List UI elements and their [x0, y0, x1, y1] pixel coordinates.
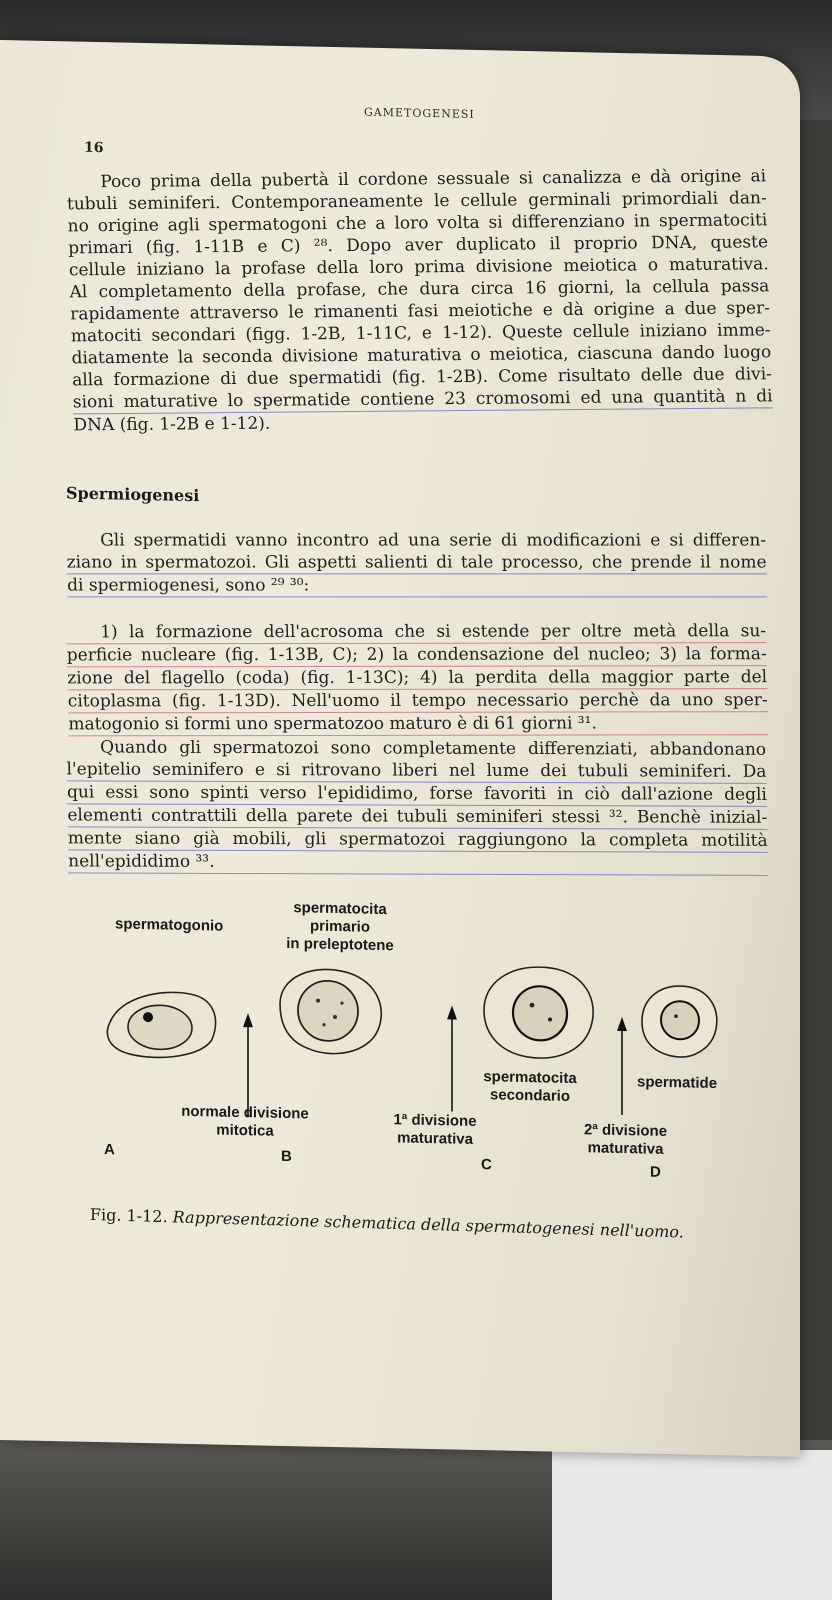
caption-number: Fig. 1-12.: [89, 1204, 168, 1227]
label-B: B: [281, 1147, 292, 1166]
text-line: perficie nucleare (fig. 1-13B, C); 2) la condensazione del nucleo; 3) la forma-: [67, 643, 767, 667]
label-line: spermatocita: [293, 899, 387, 919]
text-line: rapidamente attraverso le rimanenti fasi meiotiche e dà origine a due sper-: [69, 298, 771, 325]
label-spermatocita-secondario: [465, 1068, 595, 1107]
primary-spermatocyte-nucleus-shape: [298, 980, 358, 1041]
text-line: Gli spermatidi vanno incontro ad una serie di modificazioni e si differen-: [100, 530, 767, 551]
text-line: l'epitelio seminifero e si ritrovano liberi nel lume dei tubuli seminiferi. Da: [66, 758, 766, 783]
paragraph-2: [66, 529, 767, 597]
text-line: sioni maturative lo spermatide contiene 23 cromosomi ed una quantità n di: [73, 385, 773, 414]
text-line: citoplasma (fig. 1-13D). Nell'uomo il tempo necessario perchè da uno sper-: [68, 689, 768, 713]
text-line: no origine agli spermatogoni che a loro volta si differenziano in spermatociti: [67, 210, 768, 237]
paragraph-1: [66, 165, 774, 436]
arrow-d-head-shape: [617, 1017, 627, 1031]
spermatogenesis-figure: [80, 892, 780, 1197]
label-spermatide: spermatide: [637, 1073, 718, 1093]
background-paper-right: [552, 1450, 832, 1600]
label-D: D: [650, 1163, 661, 1181]
label-spermatogonio: spermatogonio: [115, 915, 224, 935]
label-prima-divisione: [375, 1111, 495, 1150]
label-line: 2ª divisione: [583, 1121, 668, 1140]
text-line: alla formazione di due spermatidi (fig. 1-2B). Come risultato delle due divi-: [71, 364, 773, 391]
text-line: ziano in spermatozoi. Gli aspetti salienti di tale processo, che prende il nome: [66, 551, 766, 574]
text-line: nell'epididimo ³³.: [68, 850, 768, 875]
label-line: maturativa: [587, 1139, 664, 1158]
text-line: matogonio si formi uno spermatozoo maturo è di 61 giorni ³¹.: [68, 712, 768, 736]
book-page: [0, 40, 800, 1457]
paragraph-4: [66, 736, 768, 875]
label-line: spermatocita: [483, 1068, 577, 1088]
text-line: di spermiogenesi, sono ²⁹ ³⁰:: [67, 574, 767, 597]
label-line: 1ª divisione: [393, 1111, 477, 1130]
label-spermatocita-primario: [270, 899, 410, 956]
label-seconda-divisione: [563, 1121, 688, 1160]
label-line: normale divisione: [181, 1102, 309, 1123]
page-number: 16: [84, 139, 104, 157]
text-line: Quando gli spermatozoi sono completamente differenziati, abbandonano: [100, 737, 767, 760]
text-line: mente siano già mobili, gli spermatozoi raggiungono la completa motilità: [68, 827, 768, 852]
spermatogonium-nucleus-shape: [128, 1005, 192, 1050]
arrow-c-head-shape: [447, 1005, 457, 1019]
label-line: maturativa: [397, 1129, 473, 1148]
secondary-spermatocyte-nucleus-shape: [513, 986, 567, 1041]
text-line: matociti secondari (figg. 1-2B, 1-11C, e 1-12). Queste cellule iniziano imme-: [70, 320, 771, 347]
caption-text: Rappresentazione schematica della spermatogenesi nell'uomo.: [172, 1207, 684, 1242]
spermatid-nucleus-shape: [661, 1001, 699, 1040]
text-line: cellule iniziano la profase della loro prima divisione meiotica o maturativa.: [68, 254, 769, 281]
label-divisione-mitotica: [165, 1102, 325, 1141]
label-A: A: [104, 1141, 115, 1159]
text-line: tubuli seminiferi. Contemporaneamente le cellule germinali primordiali dan-: [66, 188, 767, 215]
text-line: elementi contrattili della parete dei tubuli seminiferi stessi ³². Benchè inizial-: [67, 804, 767, 829]
text-line: qui essi sono spinti verso l'epididimo, forse favoriti in ciò dall'azione degli: [67, 781, 767, 806]
paragraph-3: [66, 620, 768, 736]
text-line: Poco prima della pubertà il cordone sessuale si canalizza e dà origine ai: [100, 166, 767, 193]
text-line: diatamente la seconda divisione maturativa o meiotica, ciascuna dando luogo: [71, 342, 772, 369]
label-line: mitotica: [216, 1121, 274, 1140]
section-heading: Spermiogenesi: [66, 483, 200, 506]
label-C: C: [481, 1156, 492, 1174]
label-line: primario: [309, 917, 370, 936]
label-line: secondario: [489, 1086, 571, 1105]
text-line: Al completamento della profase, che dura circa 16 giorni, la cellula passa: [69, 276, 770, 303]
figure-caption: [90, 1205, 684, 1242]
text-line: zione del flagello (coda) (fig. 1-13C); 4) la perdita della maggior parte del: [67, 666, 767, 690]
text-line: 1) la formazione dell'acrosoma che si estende per oltre metà della su-: [66, 620, 766, 644]
arrow-b-head-shape: [243, 1013, 253, 1027]
label-line: in preleptotene: [286, 934, 394, 955]
text-line: DNA (fig. 1-2B e 1-12).: [73, 413, 271, 436]
running-header: GAMETOGENESI: [364, 105, 475, 121]
text-line: primari (fig. 1-11B e C) ²⁸. Dopo aver duplicato il proprio DNA, queste: [67, 232, 769, 259]
